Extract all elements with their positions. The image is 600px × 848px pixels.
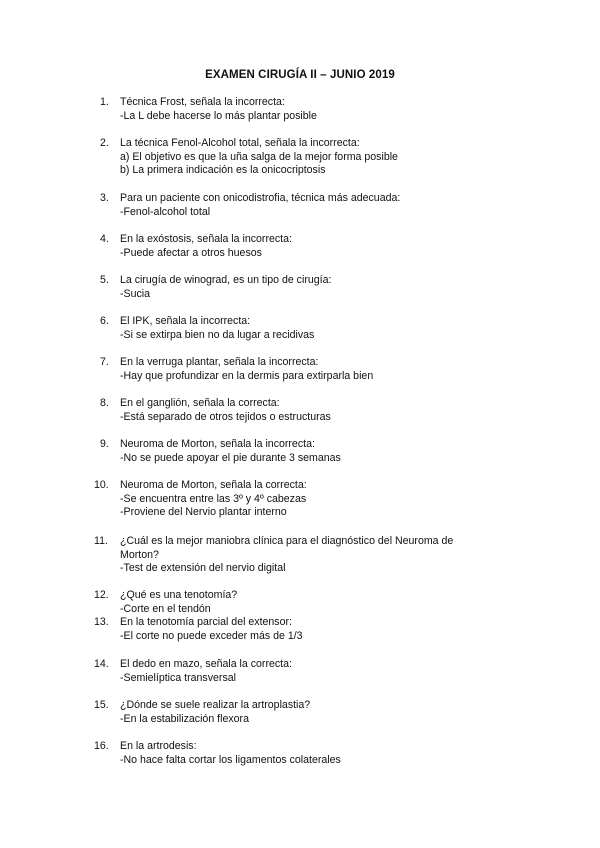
question-number: 15. xyxy=(94,699,109,711)
answer-text: -En la estabilización flexora xyxy=(120,712,249,725)
question-text: La cirugía de winograd, es un tipo de cirugía: xyxy=(120,274,332,286)
question-body xyxy=(120,233,292,260)
question-text: ¿Qué es una tenotomía? xyxy=(120,589,238,601)
question-number: 2. xyxy=(100,137,109,149)
question-number: 3. xyxy=(100,192,109,204)
question-text: Morton? xyxy=(120,548,159,561)
question-number: 14. xyxy=(94,658,109,670)
answer-text: -Si se extirpa bien no da lugar a recidivas xyxy=(120,328,315,341)
question-text: En la verruga plantar, señala la incorrecta: xyxy=(120,356,319,368)
answer-text: -El corte no puede exceder más de 1/3 xyxy=(120,629,303,642)
question-number: 7. xyxy=(100,356,109,368)
question-body xyxy=(120,274,331,301)
question-number: 6. xyxy=(100,315,109,327)
question-number: 10. xyxy=(94,479,109,491)
question-body xyxy=(120,589,237,616)
question-number: 16. xyxy=(94,740,109,752)
question-number: 11. xyxy=(94,535,108,547)
question-body xyxy=(120,616,303,643)
question-body xyxy=(120,658,292,685)
question-body xyxy=(120,479,307,520)
answer-text: -Está separado de otros tejidos o estructuras xyxy=(120,410,331,423)
answer-text: -Semielíptica transversal xyxy=(120,671,236,684)
question-text: Neuroma de Morton, señala la correcta: xyxy=(120,479,307,491)
question-body xyxy=(120,137,398,178)
question-text: El dedo en mazo, señala la correcta: xyxy=(120,658,292,670)
answer-text: -Corte en el tendón xyxy=(120,602,211,615)
question-number: 5. xyxy=(100,274,109,286)
answer-text: -Puede afectar a otros huesos xyxy=(120,246,262,259)
question-body xyxy=(120,356,373,383)
question-text: En la tenotomía parcial del extensor: xyxy=(120,616,292,628)
question-text: En el ganglión, señala la correcta: xyxy=(120,397,280,409)
answer-text: -Sucia xyxy=(120,287,151,300)
question-number: 8. xyxy=(100,397,109,409)
question-text: Para un paciente con onicodistrofia, técnica más adecuada: xyxy=(120,192,401,204)
question-text: La técnica Fenol-Alcohol total, señala la incorrecta: xyxy=(120,137,360,149)
question-body xyxy=(120,699,310,726)
answer-text: -La L debe hacerse lo más plantar posible xyxy=(120,109,317,122)
answer-text: -No hace falta cortar los ligamentos colaterales xyxy=(120,753,341,766)
answer-text: a) El objetivo es que la uña salga de la mejor forma posible xyxy=(120,150,398,163)
question-body xyxy=(120,397,331,424)
question-text: En la exóstosis, señala la incorrecta: xyxy=(120,233,292,245)
question-text: ¿Cuál es la mejor maniobra clínica para el diagnóstico del Neuroma de xyxy=(120,535,454,547)
question-number: 1. xyxy=(100,96,109,108)
answer-text: -Hay que profundizar en la dermis para extirparla bien xyxy=(120,369,374,382)
question-body xyxy=(120,438,341,465)
question-body xyxy=(120,740,341,767)
answer-text: -Proviene del Nervio plantar interno xyxy=(120,506,287,518)
answer-text: -Se encuentra entre las 3º y 4º cabezas xyxy=(120,492,307,505)
question-text: En la artrodesis: xyxy=(120,740,197,752)
question-number: 4. xyxy=(100,233,109,245)
question-body xyxy=(120,315,314,342)
question-body xyxy=(120,535,453,576)
question-text: ¿Dónde se suele realizar la artroplastia? xyxy=(120,699,311,711)
answer-text: -No se puede apoyar el pie durante 3 semanas xyxy=(120,451,341,464)
question-body xyxy=(120,192,400,219)
question-number: 13. xyxy=(94,616,109,628)
question-text: Técnica Frost, señala la incorrecta: xyxy=(120,96,285,108)
question-text: El IPK, señala la incorrecta: xyxy=(120,315,251,327)
question-number: 12. xyxy=(94,589,109,601)
question-text: Neuroma de Morton, señala la incorrecta: xyxy=(120,438,315,450)
question-body xyxy=(120,96,317,123)
answer-text: -Test de extensión del nervio digital xyxy=(120,562,286,574)
answer-text: -Fenol-alcohol total xyxy=(120,205,211,218)
page-title: EXAMEN CIRUGÍA II – JUNIO 2019 xyxy=(205,69,395,81)
answer-text: b) La primera indicación es la onicocriptosis xyxy=(120,164,326,176)
question-number: 9. xyxy=(100,438,109,450)
